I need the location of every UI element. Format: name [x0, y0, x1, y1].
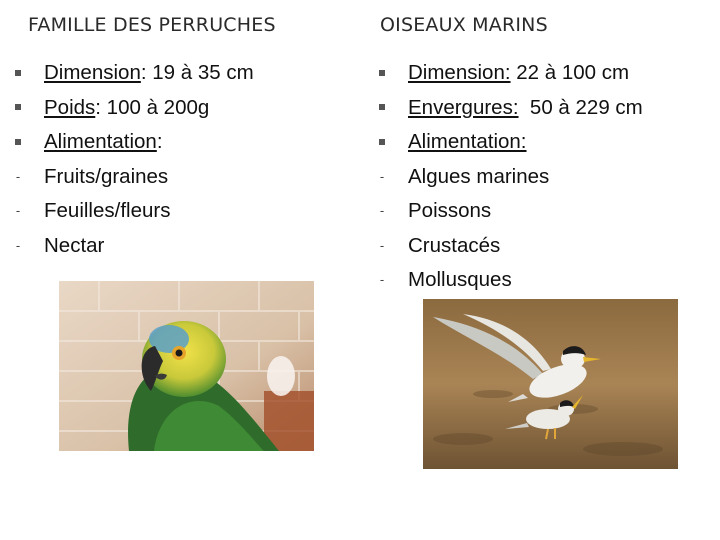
square-bullet-icon: [12, 93, 24, 123]
dash-bullet-icon: [12, 231, 24, 261]
item-value: Crustacés: [408, 233, 501, 257]
square-bullet-icon: [376, 58, 388, 88]
item-label: Envergures:: [408, 95, 519, 119]
dash-bullet-icon: [12, 162, 24, 192]
dash-bullet-icon: [376, 196, 388, 226]
item-label: Dimension:: [408, 61, 511, 84]
dash-bullet-icon: [376, 231, 388, 261]
dash-bullet-icon: [12, 196, 24, 226]
item-value: Mollusques: [408, 268, 512, 291]
list-item: [376, 58, 643, 93]
item-value: Nectar: [44, 233, 105, 257]
square-bullet-icon: [376, 127, 388, 157]
item-label: Dimension: [44, 61, 141, 84]
dash-bullet-icon: [376, 162, 388, 192]
list-item: [12, 162, 254, 197]
list-item: [12, 196, 254, 231]
list-item: [12, 127, 254, 162]
item-value: Feuilles/fleurs: [44, 199, 171, 222]
item-value: : 19 à 35 cm: [140, 61, 254, 84]
list-item: [12, 58, 254, 93]
dash-bullet-icon: [376, 265, 388, 295]
square-bullet-icon: [376, 93, 388, 123]
parakeet-facts-list: [12, 58, 254, 265]
list-item: [12, 93, 254, 128]
list-item: [12, 231, 254, 266]
seabirds-title: OISEAUX MARINS: [380, 14, 548, 36]
item-value: Algues marines: [408, 164, 550, 188]
list-item: [376, 93, 643, 128]
item-value: Poissons: [408, 199, 492, 222]
list-item: [376, 196, 643, 231]
list-item: [376, 265, 643, 300]
seabird-facts-list: [376, 58, 643, 300]
item-value: Fruits/graines: [44, 164, 169, 188]
item-value: 22 à 100 cm: [510, 61, 630, 84]
item-value: 50 à 229 cm: [518, 95, 643, 119]
square-bullet-icon: [12, 127, 24, 157]
item-value: : 100 à 200g: [95, 95, 210, 119]
parakeet-family-title: FAMILLE DES PERRUCHES: [28, 14, 276, 36]
item-label: Alimentation:: [408, 130, 527, 153]
parrot-photo: [59, 281, 314, 451]
item-value: :: [156, 130, 163, 153]
terns-photo: [423, 299, 678, 469]
item-label: Poids: [44, 95, 96, 119]
list-item: [376, 162, 643, 197]
item-label: Alimentation: [44, 130, 157, 153]
list-item: [376, 231, 643, 266]
square-bullet-icon: [12, 58, 24, 88]
list-item: [376, 127, 643, 162]
